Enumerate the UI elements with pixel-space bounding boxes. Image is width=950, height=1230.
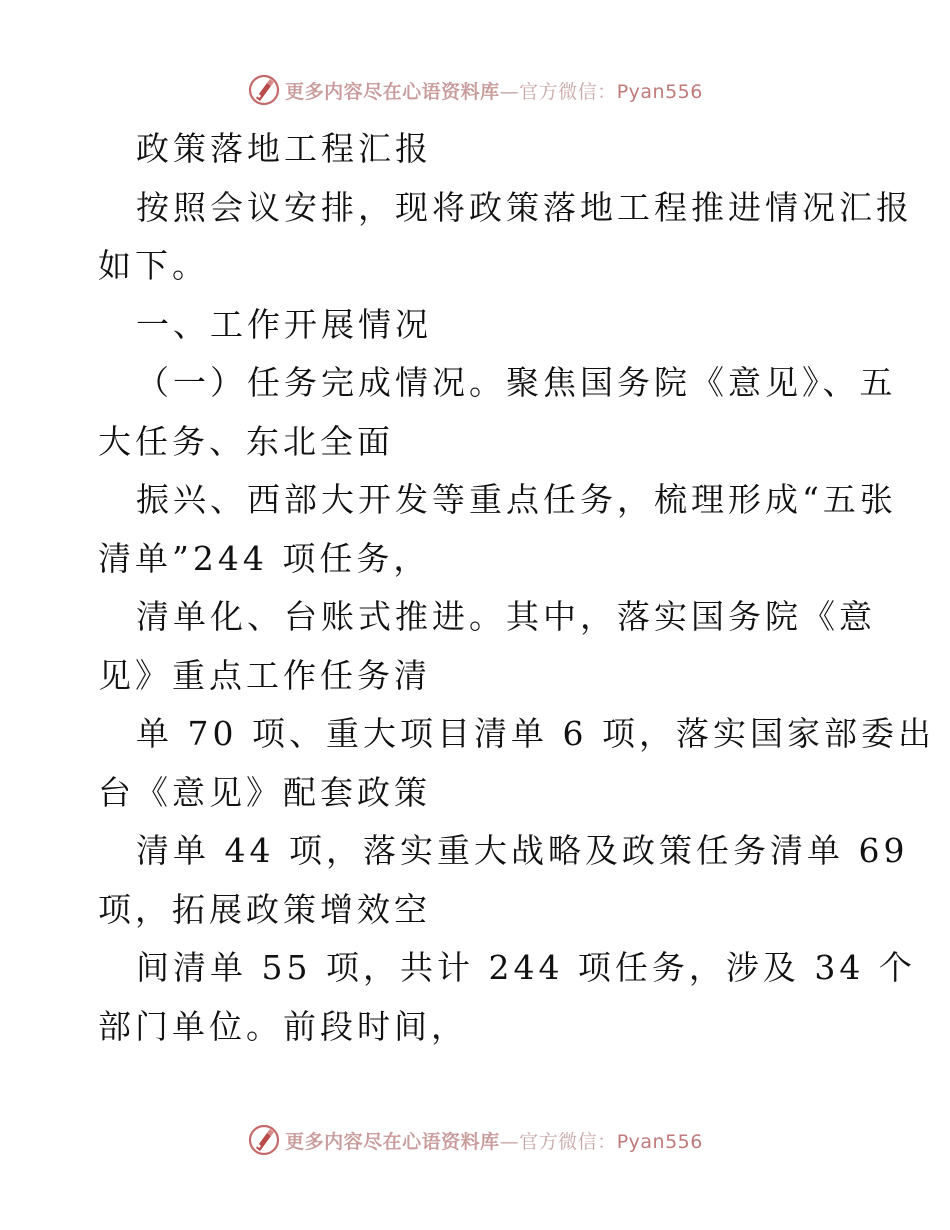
document-line: 振兴、西部大开发等重点任务，梳理形成“五张: [136, 480, 897, 519]
document-line: （一）任务完成情况。聚焦国务院《意见》、五: [136, 363, 897, 402]
pen-logo-icon: [247, 73, 281, 107]
document-line: 见》重点工作任务清: [98, 655, 431, 695]
watermark-separator: —: [499, 1130, 520, 1153]
document-line: 单 70 项、重大项目清单 6 项，落实国家部委出: [136, 714, 935, 753]
document-line: 部门单位。前段时间，: [98, 1006, 468, 1046]
document-line: 大任务、东北全面: [98, 421, 394, 461]
document-line: 按照会议安排，现将政策落地工程推进情况汇报: [136, 187, 913, 227]
watermark-header: [0, 70, 950, 110]
section-heading: 一、工作开展情况: [136, 304, 432, 344]
watermark-separator: —: [499, 80, 520, 103]
document-line: 清单 44 项，落实重大战略及政策任务清单 69: [136, 831, 909, 870]
document-line: 清单”244 项任务，: [98, 538, 431, 578]
document-line: 如下。: [98, 246, 209, 285]
document-body: [98, 120, 935, 1056]
document-title: 政策落地工程汇报: [136, 129, 432, 168]
document-line: 间清单 55 项，共计 244 项任务，涉及 34 个: [136, 948, 916, 987]
watermark-official: 官方微信：: [519, 1130, 617, 1153]
watermark-text: [285, 77, 703, 104]
document-line: 台《意见》配套政策: [98, 772, 431, 812]
watermark-text: [285, 1127, 703, 1154]
document-line: 清单化、台账式推进。其中，落实国务院《意: [136, 597, 876, 636]
watermark-brand: 更多内容尽在心语资料库: [285, 1130, 500, 1153]
pen-logo-icon: [247, 1123, 281, 1157]
watermark-brand: 更多内容尽在心语资料库: [285, 80, 500, 103]
watermark-wechat-id: Pyan556: [616, 80, 703, 103]
watermark-wechat-id: Pyan556: [616, 1130, 703, 1153]
watermark-official: 官方微信：: [519, 80, 617, 103]
document-line: 项，拓展政策增效空: [98, 889, 431, 929]
watermark-footer: [0, 1120, 950, 1160]
